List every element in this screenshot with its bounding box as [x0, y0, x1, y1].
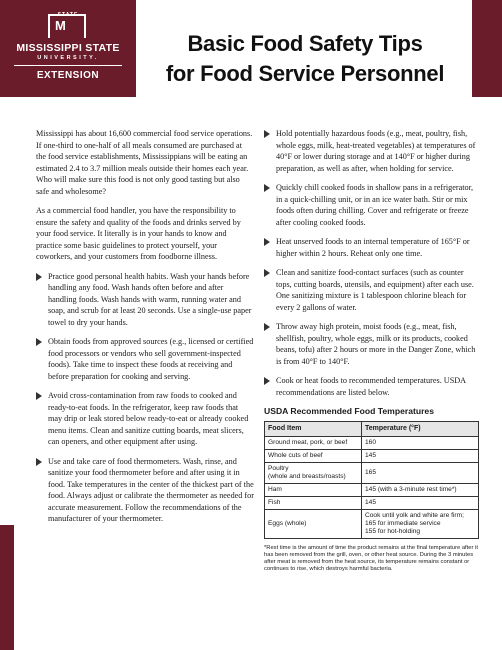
left-tip-list — [36, 271, 254, 525]
tip-text: Avoid cross-contamination from raw foods to cooked and ready-to-eat foods. In the refrigerator, keep raw foods that may drip or leak stored below ready-to-eat or already cooked menu items. Clean and sanitize cutting boards, meat slicers, can openers, and other equipment after using. — [48, 391, 249, 446]
temperature-cell: Cook until yolk and white are firm; 165 for immediate service 155 for hot-holding — [362, 510, 479, 539]
table-footnote: *Rest time is the amount of time the product remains at the final temperature after it has been removed from the grill, oven, or other heat source. During the 3 minutes after meat is removed from the heat source, its temperature remains constant or continues to rise, which destroys harmful bacteria. — [264, 545, 478, 572]
left-column — [36, 128, 254, 533]
title-line-2: for Food Service Personnel — [165, 61, 445, 86]
temperature-table — [264, 421, 479, 539]
logo-name: MISSISSIPPI STATE — [16, 42, 120, 54]
temperature-cell: 145 — [362, 497, 479, 510]
list-item — [264, 128, 479, 174]
list-item — [36, 271, 254, 329]
tip-text: Heat unserved foods to an internal temperature of 165°F or higher within 2 hours. Reheat only one time. — [276, 237, 470, 258]
logo-divider — [14, 65, 122, 66]
right-tip-list — [264, 128, 479, 398]
list-item — [264, 321, 479, 367]
table-header-temperature: Temperature (°F) — [362, 422, 479, 437]
intro-paragraph-1: Mississippi has about 16,600 commercial food service operations. If one-third to one-half of all meals consumed are purchased at the food service establishments, Mississippians will be eating an estimated 2.4 to 3.7 million meals outside their homes each year. Who will make sure this food is not only good tasting but also safe and wholesome? — [36, 129, 253, 196]
table-row — [265, 484, 479, 497]
logo-extension: EXTENSION — [36, 70, 100, 81]
logo-state-text: STATE — [57, 12, 79, 18]
logo-band — [0, 0, 136, 97]
logo-university: UNIVERSITY. — [37, 55, 99, 61]
triangle-bullet-icon — [264, 130, 270, 138]
list-item — [264, 267, 479, 313]
food-item-cell: Fish — [265, 497, 362, 510]
tip-text: Practice good personal health habits. Wash your hands before handling any food. Wash hands often before and after handling foods. Wash hands with warm, running water and soap, and scrub for at least 20 seconds. Use a single-use paper towel to dry your hands. — [48, 271, 252, 327]
list-item — [264, 236, 479, 259]
food-item-cell: Ham — [265, 484, 362, 497]
header-accent-band — [472, 0, 502, 97]
food-item-cell: Eggs (whole) — [265, 510, 362, 539]
temperature-cell: 145 (with a 3-minute rest time*) — [362, 484, 479, 497]
triangle-bullet-icon — [264, 238, 270, 246]
table-title: USDA Recommended Food Temperatures — [264, 406, 434, 416]
triangle-bullet-icon — [264, 377, 270, 385]
tip-text: Obtain foods from approved sources (e.g., licensed or certified food processors or vendors who sell government-inspected foods). Take time to inspect these foods at receiving and before preparation for cooking and serving. — [48, 337, 254, 381]
list-item — [264, 182, 479, 228]
triangle-bullet-icon — [264, 323, 270, 331]
triangle-bullet-icon — [36, 273, 42, 281]
table-row — [265, 437, 479, 450]
right-column — [264, 128, 479, 573]
table-header-food: Food Item — [265, 422, 362, 437]
list-item — [264, 375, 479, 398]
table-row — [265, 510, 479, 539]
tip-text: Quickly chill cooked foods in shallow pans in a refrigerator, in a quick-chilling unit, or in an ice water bath. Stir or mix foods often during chilling. Cover and refrigerate or freeze after cooling cooked foods. — [276, 183, 474, 227]
triangle-bullet-icon — [36, 458, 42, 466]
tip-text: Hold potentially hazardous foods (e.g., meat, poultry, fish, whole eggs, milk, heat-treated vegetables) at temperatures of 40°F or lower during storage and at 140°F or higher during preparation, as well as after, when holding for service. — [276, 129, 476, 173]
tip-text: Use and take care of food thermometers. Wash, rinse, and sanitize your food thermometer before and after using it in food. Take temperatures in the center of the thickest part of the food. Always adjust or calibrate the thermometer as needed for accurate measurement. Follow the recommendations of the manufacturer of your thermometer. — [48, 456, 254, 523]
logo-letter: M — [55, 18, 67, 33]
table-row — [265, 497, 479, 510]
list-item — [36, 390, 254, 448]
list-item — [36, 456, 254, 525]
tip-text: Clean and sanitize food-contact surfaces (such as counter tops, cutting boards, utensils, and equipment) after each use. One sanitizing mixture is 1 tablespoon chlorine bleach for every 2 gallons of water. — [276, 268, 474, 312]
temperature-cell: 145 — [362, 450, 479, 463]
food-item-cell: Whole cuts of beef — [265, 450, 362, 463]
tip-text: Throw away high protein, moist foods (e.g., meat, fish, shellfish, poultry, whole eggs, milk or its products, cooked beans, tofu) after 2 hours or more in the Danger Zone, which is from 40°F to 140°F. — [276, 322, 476, 366]
list-item — [36, 336, 254, 382]
left-accent-bar — [0, 525, 14, 650]
food-item-cell: Poultry (whole and breasts/roasts) — [265, 463, 362, 484]
intro-paragraph-2: As a commercial food handler, you have the responsibility to ensure the safety and quality of the foods and drinks served by your food service. It literally is in your hands to know and practice some basic guidelines to protect yourself, your coworkers, and your customers from foodborne illness. — [36, 206, 241, 261]
triangle-bullet-icon — [264, 184, 270, 192]
temperature-cell: 160 — [362, 437, 479, 450]
tip-text: Cook or heat foods to recommended temperatures. USDA recommendations are listed below. — [276, 376, 466, 397]
table-row — [265, 463, 479, 484]
triangle-bullet-icon — [36, 392, 42, 400]
triangle-bullet-icon — [36, 338, 42, 346]
triangle-bullet-icon — [264, 269, 270, 277]
page-title — [140, 29, 470, 89]
title-line-1: Basic Food Safety Tips — [187, 31, 423, 56]
temperature-cell: 165 — [362, 463, 479, 484]
logo-m-icon — [48, 14, 86, 38]
table-header-row — [265, 422, 479, 437]
table-row — [265, 450, 479, 463]
food-item-cell: Ground meat, pork, or beef — [265, 437, 362, 450]
